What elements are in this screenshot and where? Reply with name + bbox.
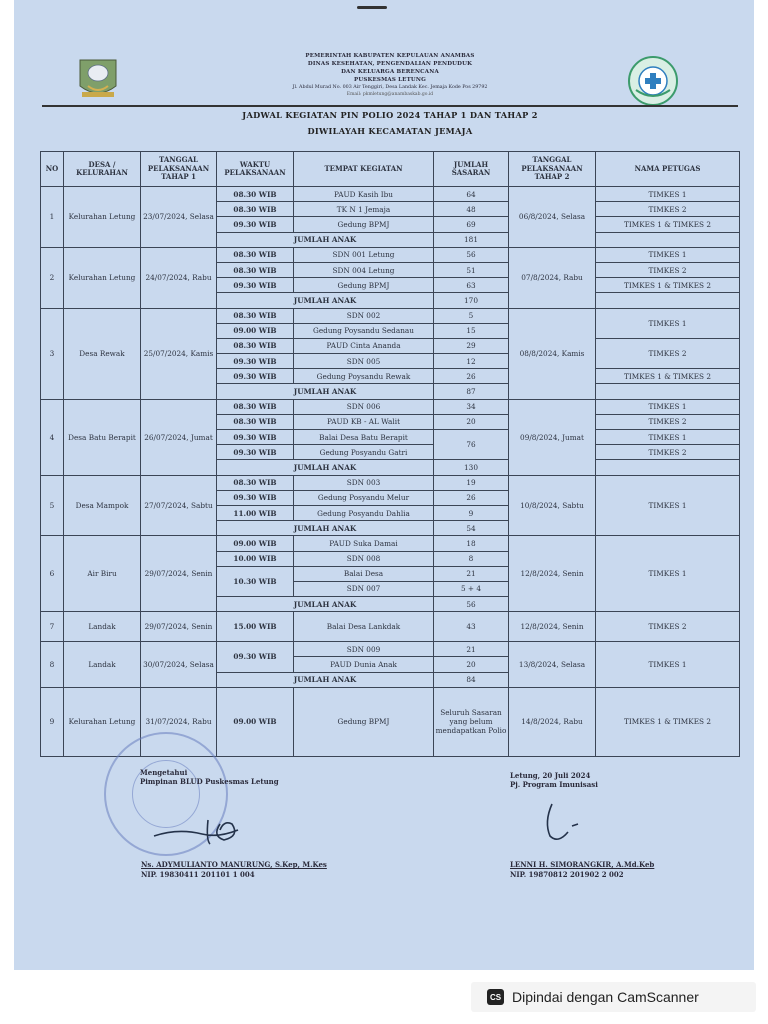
cell-tanggal-tahap-2: 06/8/2024, Selasa	[509, 187, 596, 248]
cell-tempat: Gedung Poysandu Sedanau	[294, 323, 434, 338]
cell-tempat: Balai Desa Lankdak	[294, 612, 434, 642]
cell-waktu: 10.00 WIB	[217, 551, 294, 566]
table-row	[41, 642, 740, 657]
cell-jumlah: 76	[434, 430, 509, 460]
cell-tempat: SDN 004 Letung	[294, 262, 434, 277]
cell-jumlah: 51	[434, 262, 509, 277]
total-value: 84	[434, 672, 509, 687]
cell-no: 3	[41, 308, 64, 399]
cell-no: 7	[41, 612, 64, 642]
approval-caption: Mengetahui	[140, 768, 188, 777]
cell-desa: Desa Rewak	[64, 308, 141, 399]
cell-tanggal-tahap-1: 27/07/2024, Sabtu	[141, 475, 217, 536]
cell-jumlah: 18	[434, 536, 509, 551]
cell-waktu: 09.30 WIB	[217, 217, 294, 232]
cell-waktu: 09.30 WIB	[217, 490, 294, 505]
cell-tempat: Gedung Posyandu Dahlia	[294, 505, 434, 520]
cell-tempat: SDN 003	[294, 475, 434, 490]
cell-tempat: SDN 002	[294, 308, 434, 323]
cell-petugas: TIMKES 1	[596, 430, 740, 445]
cell-no: 6	[41, 536, 64, 612]
cell-petugas: TIMKES 2	[596, 414, 740, 429]
cell-tempat: Balai Desa Batu Berapit	[294, 430, 434, 445]
cell-jumlah: Seluruh Sasaran yang belum mendapatkan Polio	[434, 687, 509, 756]
signature-right-icon	[538, 800, 588, 846]
cell-waktu: 09.30 WIB	[217, 369, 294, 384]
program-officer-nip: NIP. 19870812 201902 2 002	[510, 869, 624, 879]
cell-petugas: TIMKES 2	[596, 612, 740, 642]
cell-jumlah: 5 + 4	[434, 581, 509, 596]
letterhead-line: PUSKESMAS LETUNG	[354, 77, 426, 83]
cell-jumlah: 64	[434, 187, 509, 202]
cell-no: 4	[41, 399, 64, 475]
cell-petugas: TIMKES 1	[596, 247, 740, 262]
cell-no: 5	[41, 475, 64, 536]
letterhead-email: Email: pkmletung@anambaskab.go.id	[346, 92, 434, 97]
cell-no: 2	[41, 247, 64, 308]
cell-petugas: TIMKES 1 & TIMKES 2	[596, 369, 740, 384]
cell-jumlah: 9	[434, 505, 509, 520]
cell-no: 8	[41, 642, 64, 688]
signature-left-icon	[148, 806, 258, 850]
cell-waktu: 08.30 WIB	[217, 414, 294, 429]
cell-waktu: 09.00 WIB	[217, 687, 294, 756]
cell-waktu: 09.30 WIB	[217, 445, 294, 460]
cell-waktu: 15.00 WIB	[217, 612, 294, 642]
cell-jumlah: 12	[434, 354, 509, 369]
total-value: 87	[434, 384, 509, 399]
cell-waktu: 09.30 WIB	[217, 354, 294, 369]
total-label: JUMLAH ANAK	[217, 232, 434, 247]
cell-tempat: Gedung BPMJ	[294, 687, 434, 756]
cell-petugas-empty	[596, 232, 740, 247]
program-block	[510, 771, 598, 789]
cell-tanggal-tahap-2: 12/8/2024, Senin	[509, 536, 596, 612]
cell-tanggal-tahap-2: 13/8/2024, Selasa	[509, 642, 596, 688]
cell-waktu: 08.30 WIB	[217, 247, 294, 262]
cell-petugas: TIMKES 1	[596, 399, 740, 414]
cell-jumlah: 69	[434, 217, 509, 232]
cell-jumlah: 63	[434, 278, 509, 293]
approval-role: Pimpinan BLUD Puskesmas Letung	[140, 777, 279, 786]
cell-tanggal-tahap-1: 29/07/2024, Senin	[141, 536, 217, 612]
letterhead	[200, 52, 580, 98]
total-value: 56	[434, 597, 509, 612]
header-jumlah: JUMLAH SASARAN	[434, 152, 509, 187]
total-label: JUMLAH ANAK	[217, 460, 434, 475]
cell-jumlah: 43	[434, 612, 509, 642]
cell-tanggal-tahap-1: 29/07/2024, Senin	[141, 612, 217, 642]
cell-waktu: 08.30 WIB	[217, 202, 294, 217]
cell-desa: Landak	[64, 612, 141, 642]
header-desa: DESA / KELURAHAN	[64, 152, 141, 187]
cell-jumlah: 34	[434, 399, 509, 414]
cell-petugas-empty	[596, 460, 740, 475]
total-value: 170	[434, 293, 509, 308]
program-identity	[510, 860, 654, 879]
puskesmas-letung-logo-icon	[626, 54, 680, 108]
regency-emblem-icon	[74, 56, 122, 100]
header-no: NO	[41, 152, 64, 187]
cell-tanggal-tahap-1: 24/07/2024, Rabu	[141, 247, 217, 308]
cell-petugas: TIMKES 2	[596, 202, 740, 217]
letterhead-line: DINAS KESEHATAN, PENGENDALIAN PENDUDUK	[307, 61, 473, 67]
cell-tempat: PAUD KB - AL Walit	[294, 414, 434, 429]
cell-jumlah: 8	[434, 551, 509, 566]
table-row	[41, 399, 740, 414]
cell-petugas: TIMKES 1 & TIMKES 2	[596, 217, 740, 232]
document-title: JADWAL KEGIATAN PIN POLIO 2024 TAHAP 1 DAN TAHAP 2	[242, 110, 538, 120]
total-label: JUMLAH ANAK	[217, 597, 434, 612]
cell-waktu: 09.00 WIB	[217, 536, 294, 551]
program-role: Pj. Program Imunisasi	[510, 780, 598, 789]
cell-jumlah: 26	[434, 490, 509, 505]
letterhead-line: PEMERINTAH KABUPATEN KEPULAUAN ANAMBAS	[305, 53, 475, 59]
cell-tempat: SDN 001 Letung	[294, 247, 434, 262]
cell-waktu: 09.30 WIB	[217, 642, 294, 672]
cell-tempat: PAUD Cinta Ananda	[294, 338, 434, 353]
cell-waktu: 08.30 WIB	[217, 308, 294, 323]
cell-tempat: SDN 006	[294, 399, 434, 414]
cell-waktu: 08.30 WIB	[217, 475, 294, 490]
place-date: Letung, 20 Juli 2024	[510, 771, 591, 780]
cell-tanggal-tahap-2: 07/8/2024, Rabu	[509, 247, 596, 308]
cell-waktu: 09.30 WIB	[217, 278, 294, 293]
cell-waktu: 08.30 WIB	[217, 399, 294, 414]
cell-tanggal-tahap-1: 30/07/2024, Selasa	[141, 642, 217, 688]
paper-mark	[357, 6, 387, 9]
cell-jumlah: 56	[434, 247, 509, 262]
cell-tempat: PAUD Kasih Ibu	[294, 187, 434, 202]
total-value: 181	[434, 232, 509, 247]
total-value: 54	[434, 521, 509, 536]
cell-tanggal-tahap-2: 09/8/2024, Jumat	[509, 399, 596, 475]
letterhead-line: DAN KELUARGA BERENCANA	[341, 69, 439, 75]
cell-tempat: TK N 1 Jemaja	[294, 202, 434, 217]
cell-waktu: 10.30 WIB	[217, 566, 294, 596]
letterhead-address: Jl. Abdul Murad No. 003 Air Tenggiri, Desa Landak Kec. Jemaja Kode Pos 29792	[292, 85, 488, 90]
cell-petugas-empty	[596, 293, 740, 308]
cell-waktu: 11.00 WIB	[217, 505, 294, 520]
cell-petugas: TIMKES 1	[596, 187, 740, 202]
header-petugas: NAMA PETUGAS	[596, 152, 740, 187]
cell-jumlah: 5	[434, 308, 509, 323]
cell-waktu: 08.30 WIB	[217, 262, 294, 277]
cell-tanggal-tahap-2: 12/8/2024, Senin	[509, 612, 596, 642]
table-row	[41, 187, 740, 202]
camscanner-label: Dipindai dengan CamScanner	[512, 989, 699, 1005]
header-tempat: TEMPAT KEGIATAN	[294, 152, 434, 187]
cell-desa: Desa Batu Berapit	[64, 399, 141, 475]
total-label: JUMLAH ANAK	[217, 384, 434, 399]
table-row	[41, 612, 740, 642]
cell-jumlah: 21	[434, 566, 509, 581]
cell-jumlah: 48	[434, 202, 509, 217]
cell-desa: Air Biru	[64, 536, 141, 612]
cell-waktu: 08.30 WIB	[217, 187, 294, 202]
header-waktu: WAKTU PELAKSANAAN	[217, 152, 294, 187]
cell-tempat: SDN 007	[294, 581, 434, 596]
cell-jumlah: 21	[434, 642, 509, 657]
cell-tanggal-tahap-1: 25/07/2024, Kamis	[141, 308, 217, 399]
approval-block	[140, 768, 279, 786]
cell-petugas: TIMKES 1	[596, 308, 740, 338]
total-label: JUMLAH ANAK	[217, 293, 434, 308]
cell-tempat: PAUD Suka Damai	[294, 536, 434, 551]
cell-tempat: SDN 008	[294, 551, 434, 566]
cell-desa: Kelurahan Letung	[64, 687, 141, 756]
cell-tempat: Gedung Posyandu Gatri	[294, 445, 434, 460]
cell-no: 1	[41, 187, 64, 248]
cell-tempat: Gedung BPMJ	[294, 217, 434, 232]
document-subtitle: DIWILAYAH KECAMATAN JEMAJA	[307, 126, 473, 136]
cell-tanggal-tahap-2: 10/8/2024, Sabtu	[509, 475, 596, 536]
cell-petugas: TIMKES 1 & TIMKES 2	[596, 278, 740, 293]
cell-tanggal-tahap-1: 23/07/2024, Selasa	[141, 187, 217, 248]
cell-petugas: TIMKES 2	[596, 445, 740, 460]
table-row	[41, 308, 740, 323]
cell-petugas: TIMKES 1	[596, 536, 740, 612]
cell-tanggal-tahap-2: 14/8/2024, Rabu	[509, 687, 596, 756]
cell-petugas-empty	[596, 384, 740, 399]
camscanner-icon: CS	[487, 989, 504, 1005]
cell-desa: Kelurahan Letung	[64, 187, 141, 248]
cell-petugas: TIMKES 1 & TIMKES 2	[596, 687, 740, 756]
cell-petugas: TIMKES 2	[596, 338, 740, 368]
total-label: JUMLAH ANAK	[217, 672, 434, 687]
schedule-table	[40, 151, 740, 757]
table-row	[41, 536, 740, 551]
table-row	[41, 247, 740, 262]
cell-tempat: SDN 009	[294, 642, 434, 657]
cell-desa: Desa Mampok	[64, 475, 141, 536]
cell-desa: Kelurahan Letung	[64, 247, 141, 308]
cell-tanggal-tahap-2: 08/8/2024, Kamis	[509, 308, 596, 399]
cell-waktu: 09.00 WIB	[217, 323, 294, 338]
cell-no: 9	[41, 687, 64, 756]
cell-tempat: Balai Desa	[294, 566, 434, 581]
cell-tempat: PAUD Dunia Anak	[294, 657, 434, 672]
total-value: 130	[434, 460, 509, 475]
approver-nip: NIP. 19830411 201101 1 004	[141, 869, 255, 879]
cell-desa: Landak	[64, 642, 141, 688]
cell-jumlah: 26	[434, 369, 509, 384]
cell-waktu: 09.30 WIB	[217, 430, 294, 445]
cell-petugas: TIMKES 1	[596, 475, 740, 536]
cell-jumlah: 29	[434, 338, 509, 353]
cell-tanggal-tahap-1: 26/07/2024, Jumat	[141, 399, 217, 475]
cell-jumlah: 20	[434, 657, 509, 672]
cell-jumlah: 15	[434, 323, 509, 338]
cell-tempat: SDN 005	[294, 354, 434, 369]
camscanner-watermark	[471, 982, 756, 1012]
header-tanggal-tahap-1: TANGGAL PELAKSANAAN TAHAP 1	[141, 152, 217, 187]
cell-jumlah: 19	[434, 475, 509, 490]
program-officer-name: LENNI H. SIMORANGKIR, A.Md.Keb	[510, 860, 655, 869]
cell-petugas: TIMKES 1	[596, 642, 740, 688]
cell-waktu: 08.30 WIB	[217, 338, 294, 353]
table-row	[41, 475, 740, 490]
cell-petugas: TIMKES 2	[596, 262, 740, 277]
cell-tempat: Gedung BPMJ	[294, 278, 434, 293]
cell-tempat: Gedung Posyandu Melur	[294, 490, 434, 505]
header-tanggal-tahap-2: TANGGAL PELAKSANAAN TAHAP 2	[509, 152, 596, 187]
approver-name: Ns. ADYMULIANTO MANURUNG, S.Kep, M.Kes	[141, 860, 327, 869]
cell-jumlah: 20	[434, 414, 509, 429]
total-label: JUMLAH ANAK	[217, 521, 434, 536]
cell-tempat: Gedung Poysandu Rewak	[294, 369, 434, 384]
letterhead-divider	[42, 105, 738, 107]
approver-identity	[141, 860, 327, 879]
cell-tanggal-tahap-1: 31/07/2024, Rabu	[141, 687, 217, 756]
